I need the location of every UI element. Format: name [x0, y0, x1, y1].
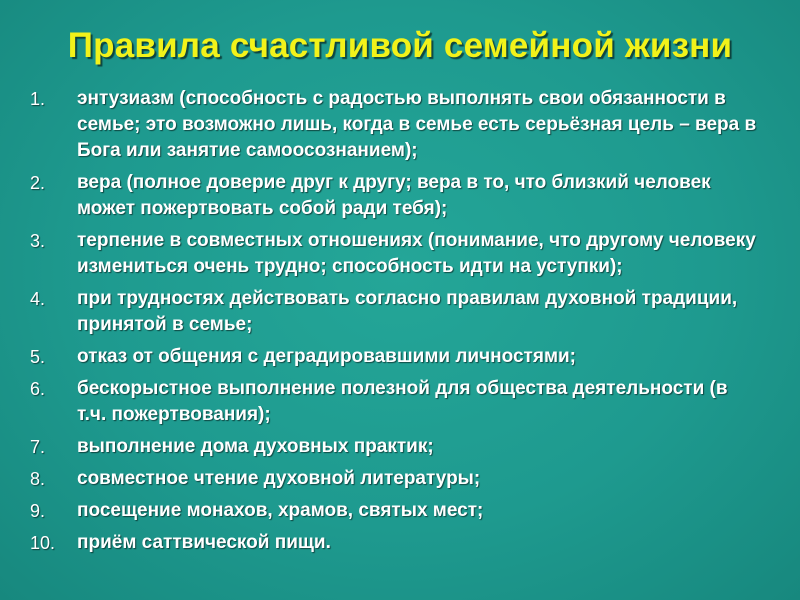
rule-text: приём саттвической пищи.	[77, 532, 331, 553]
rule-text: вера (полное доверие друг к другу; вера в то, что близкий человек может пожертвовать собой ради тебя);	[77, 172, 711, 219]
rule-number: 9.	[30, 501, 46, 521]
rule-item-6	[30, 376, 770, 428]
rule-item-5	[30, 344, 770, 370]
rule-text: отказ от общения с деградировавшими личностями;	[77, 346, 577, 367]
rule-item-9	[30, 498, 770, 524]
rule-number: 10.	[30, 533, 56, 553]
rule-item-8	[30, 466, 770, 492]
rule-text: энтузиазм (способность с радостью выполнять свои обязанности в семье; это возможно лишь, когда в семье есть серьёзная цель – вера в Бога или занятие самоосознанием);	[77, 88, 757, 161]
rule-item-4	[30, 286, 770, 338]
rule-number: 5.	[30, 347, 46, 367]
rule-number: 3.	[30, 231, 46, 251]
slide-title: Правила счастливой семейной жизни	[67, 26, 733, 65]
rule-text: терпение в совместных отношениях (понимание, что другому человеку измениться очень трудно; способность идти на уступки);	[77, 230, 756, 277]
rule-item-10	[30, 530, 770, 556]
rules-list	[30, 86, 770, 562]
rule-item-1	[30, 86, 770, 164]
rule-number: 8.	[30, 469, 46, 489]
rule-text: при трудностях действовать согласно правилам духовной традиции, принятой в семье;	[77, 288, 738, 335]
rule-item-3	[30, 228, 770, 280]
rule-text: бескорыстное выполнение полезной для общества деятельности (в т.ч. пожертвования);	[77, 378, 728, 425]
rule-number: 7.	[30, 437, 46, 457]
rule-item-7	[30, 434, 770, 460]
rule-item-2	[30, 170, 770, 222]
rule-text: посещение монахов, храмов, святых мест;	[77, 500, 484, 521]
rule-number: 1.	[30, 89, 46, 109]
rule-text: выполнение дома духовных практик;	[77, 436, 434, 457]
rule-text: совместное чтение духовной литературы;	[77, 468, 481, 489]
rule-number: 6.	[30, 379, 46, 399]
rule-number: 4.	[30, 289, 46, 309]
rule-number: 2.	[30, 173, 46, 193]
